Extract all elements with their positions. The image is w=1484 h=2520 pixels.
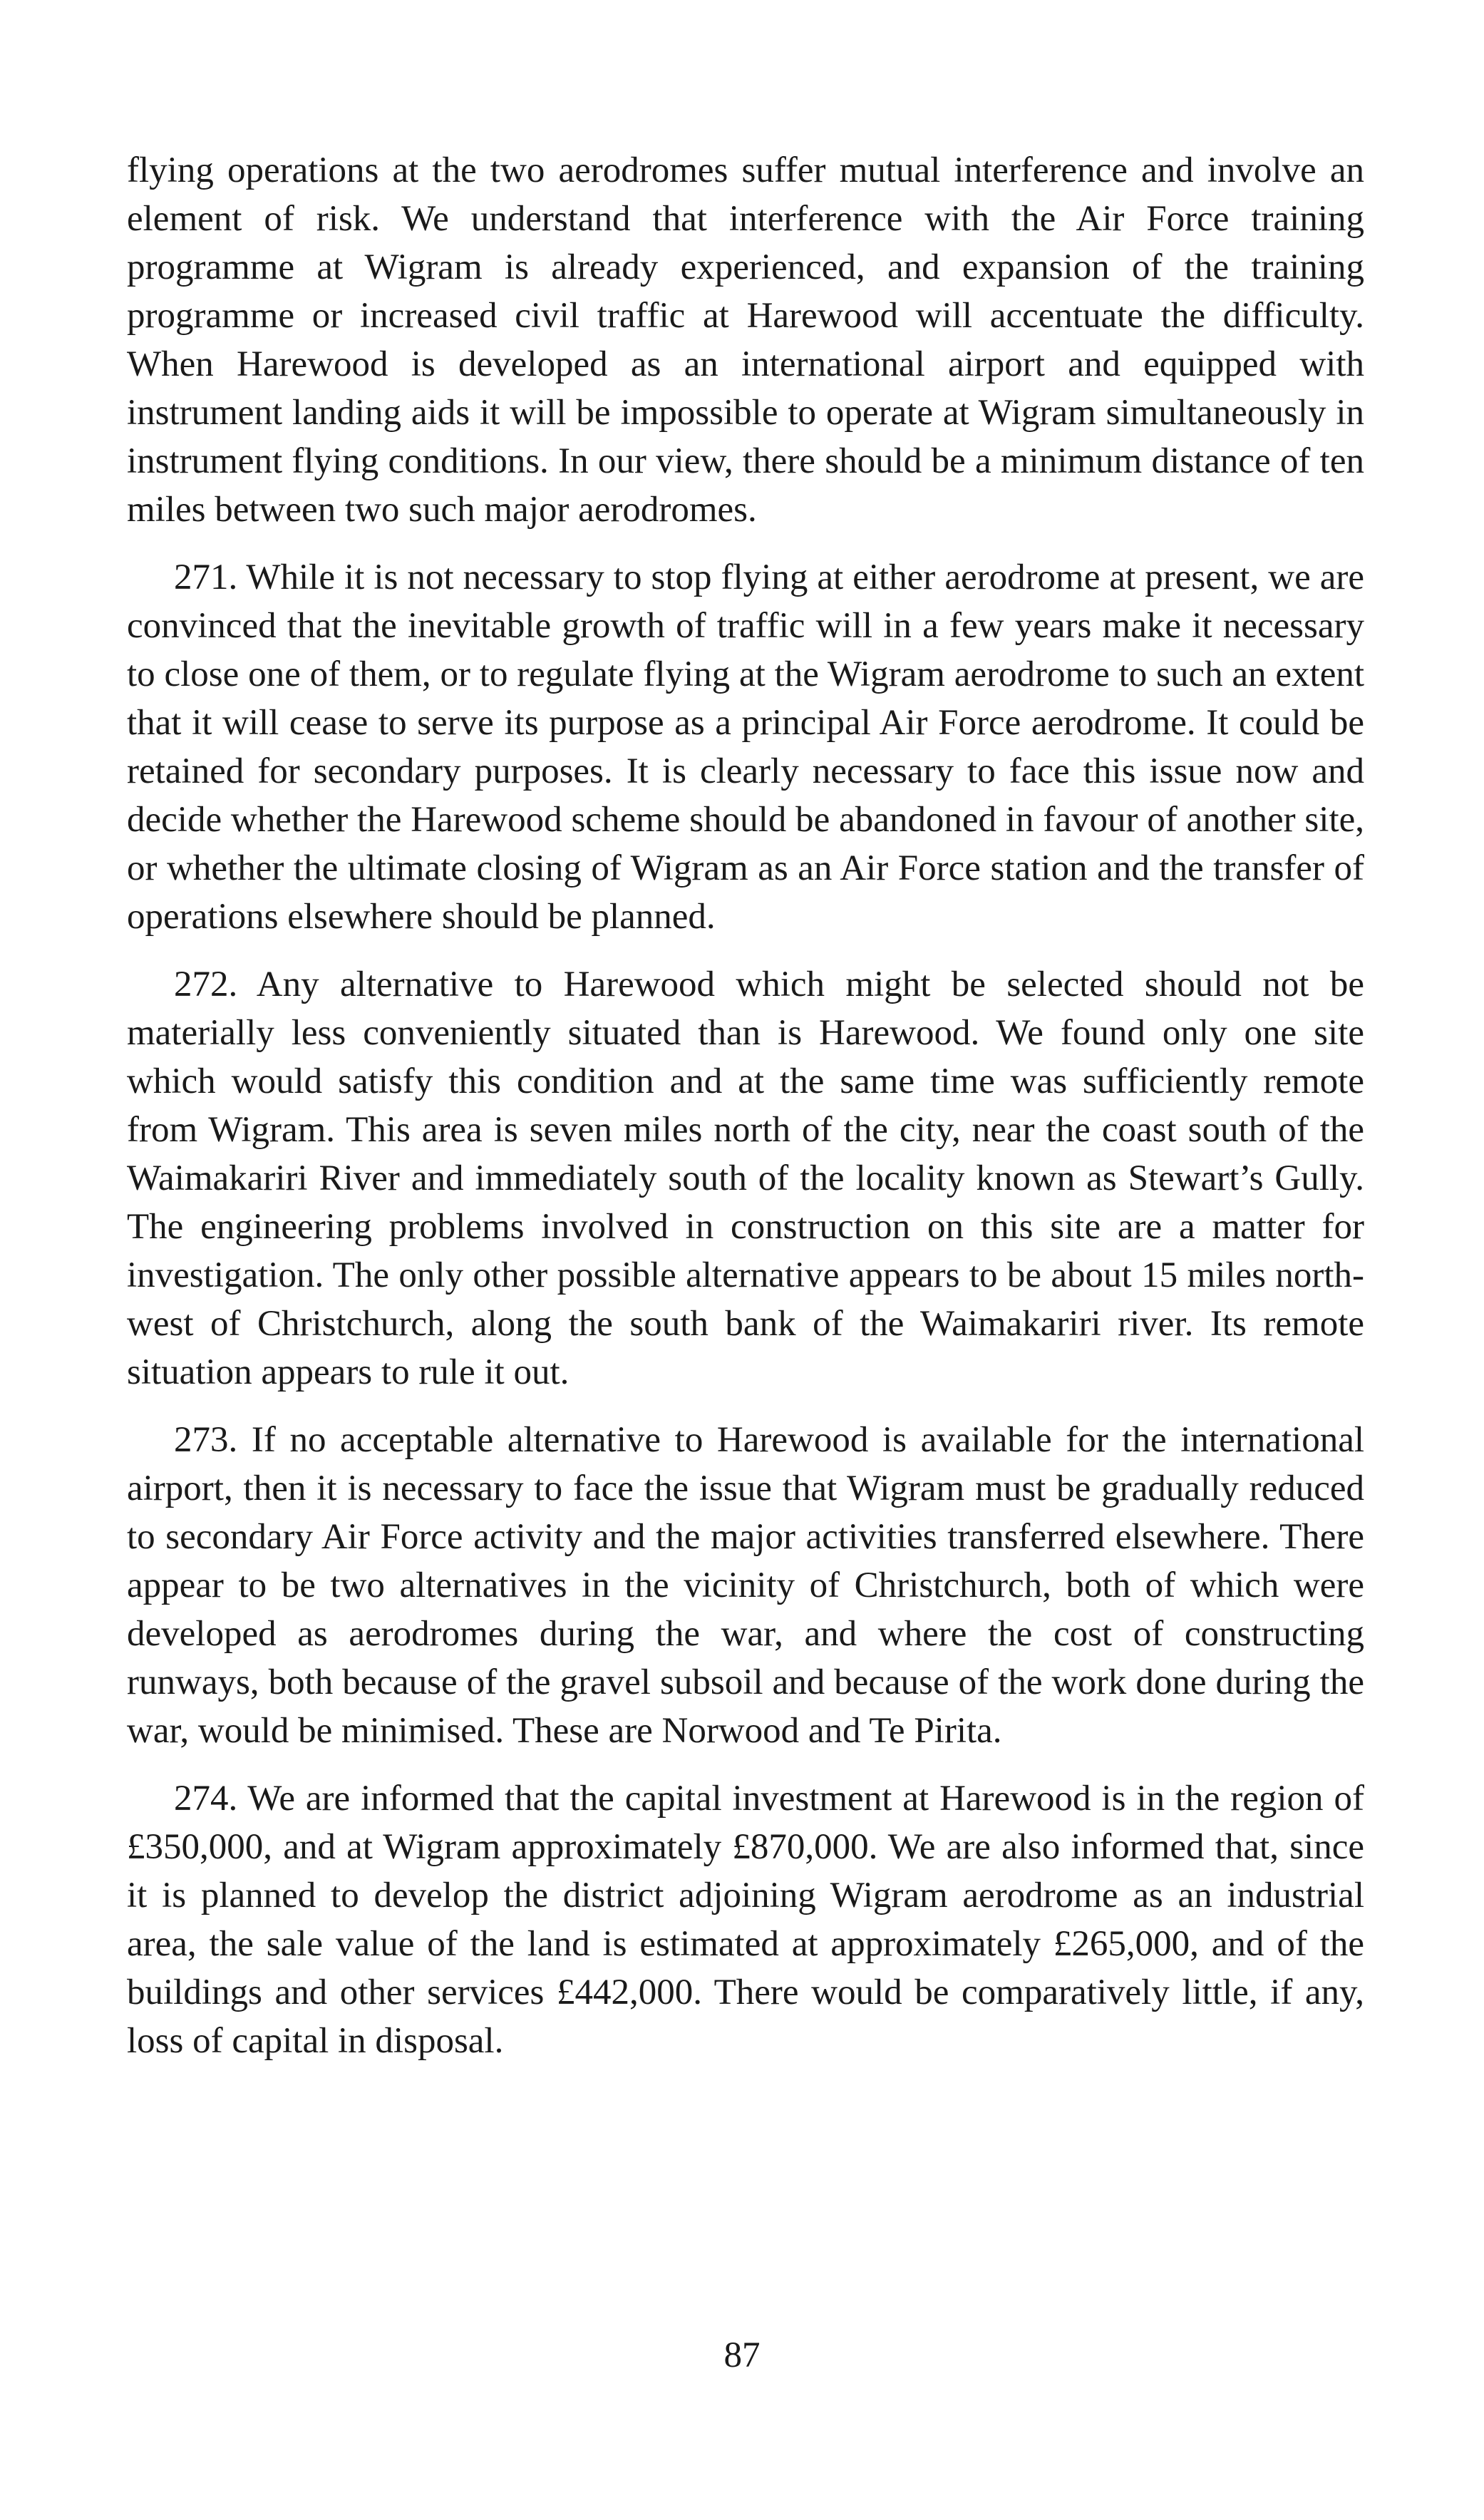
- paragraph-274: 274. We are informed that the capital investment at Harewood is in the region of £350,000, and at Wigram approximately £870,000. We are also informed that, since it is planned to develop the district adjoining Wigram aerodrome as an industrial area, the sale value of the land is estimated at approximately £265,000, and of the buildings and other services £442,000. There would be comparatively little, if any, loss of capital in disposal.: [127, 1779, 1364, 2061]
- body-text: [127, 146, 1364, 2084]
- paragraph-272: 272. Any alternative to Harewood which might be selected should not be materially less conveniently situated than is Harewood. We found only one site which would satisfy this condition and at the same time was sufficiently remote from Wigram. This area is seven miles north of the city, near the coast south of the Waimakariri River and immediately south of the locality known as Stewart’s Gully. The engineering problems involved in construction on this site are a matter for investigation. The only other possible alternative appears to be about 15 miles north-west of Christchurch, along the south bank of the Waimakariri river. Its remote situation appears to rule it out.: [127, 965, 1364, 1392]
- page-number: 87: [723, 2335, 761, 2375]
- paragraph-273: 273. If no acceptable alternative to Harewood is available for the international airport, then it is necessary to face the issue that Wigram must be gradually reduced to secondary Air Force activity and the major activities transferred elsewhere. There appear to be two alternatives in the vicinity of Christchurch, both of which were developed as aerodromes during the war, and where the cost of constructing runways, both because of the gravel subsoil and because of the work done during the war, would be minimised. These are Norwood and Te Pirita.: [127, 1420, 1364, 1751]
- paragraph-271: 271. While it is not necessary to stop flying at either aerodrome at present, we are convinced that the inevitable growth of traffic will in a few years make it necessary to close one of them, or to regulate flying at the Wigram aerodrome to such an extent that it will cease to serve its purpose as a principal Air Force aerodrome. It could be retained for secondary purposes. It is clearly necessary to face this issue now and decide whether the Harewood scheme should be abandoned in favour of another site, or whether the ultimate closing of Wigram as an Air Force station and the transfer of operations elsewhere should be planned.: [127, 557, 1364, 937]
- paragraph-continued: flying operations at the two aerodromes suffer mutual interference and involve an element of risk. We understand that interference with the Air Force training programme at Wigram is already experienced, and expansion of the training programme or increased civil traffic at Harewood will accentuate the difficulty. When Harewood is developed as an international airport and equipped with instrument landing aids it will be impossible to operate at Wigram simultaneously in instrument flying conditions. In our view, there should be a minimum distance of ten miles between two such major aerodromes.: [127, 150, 1364, 530]
